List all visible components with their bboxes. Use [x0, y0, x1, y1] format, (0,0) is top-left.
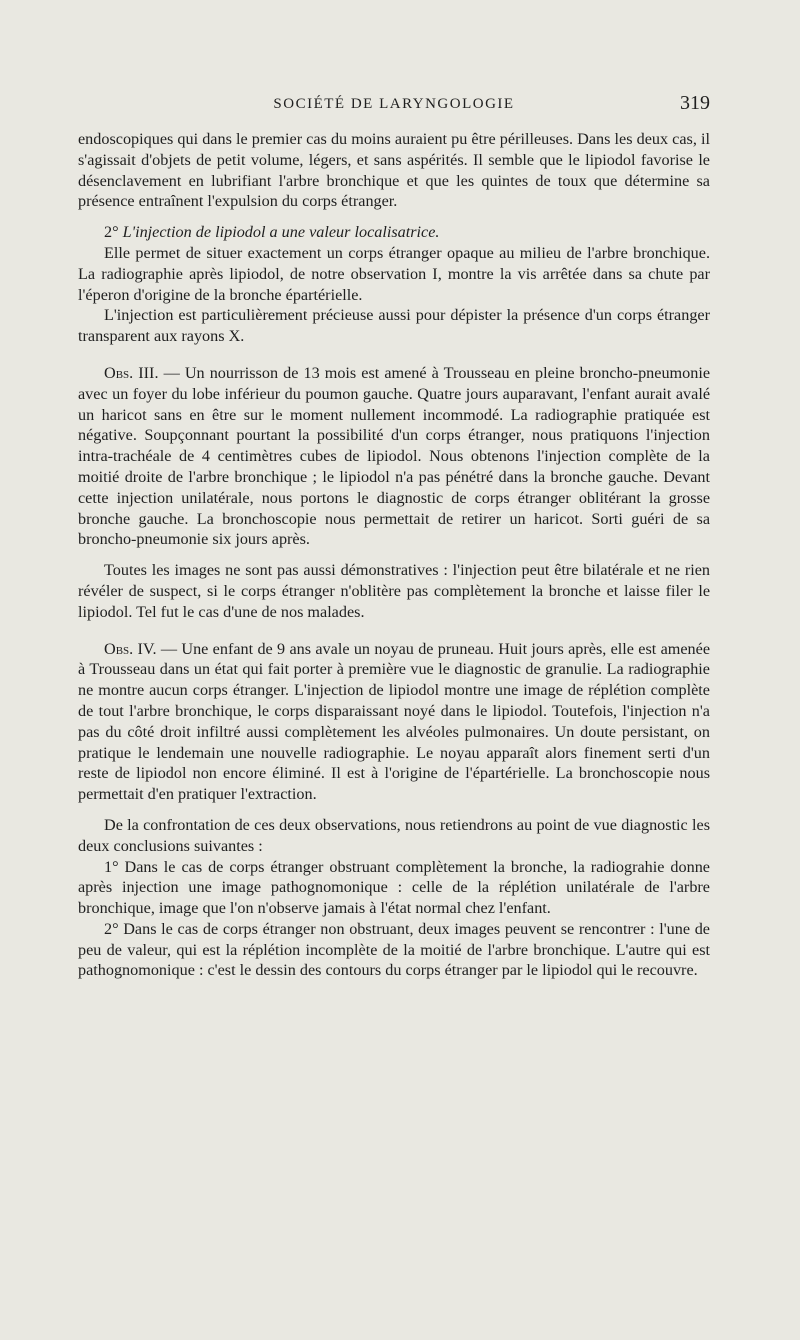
section-title: L'injection de lipiodol a une valeur localisatrice.	[122, 223, 440, 242]
running-title: SOCIÉTÉ DE LARYNGOLOGIE	[273, 96, 515, 112]
observation-label: Obs. IV.	[104, 639, 157, 658]
observation-label: Obs. III.	[104, 363, 159, 382]
page-header	[78, 92, 710, 120]
observation-3	[78, 363, 710, 550]
section-number: 2°	[104, 223, 119, 242]
observation-text: — Une enfant de 9 ans avale un noyau de pruneau. Huit jours après, elle est amenée à Trousseau dans un état qui fait porter à première vue le diagnostic de granulie. La radiographie ne montre aucun corps étranger. L'injection de lipiodol montre une image de réplétion complète de tout l'arbre bronchique, le corps disparaissant noyé dans le lipiodol. Toutefois, l'injection n'a pas du côté droit infiltré aussi complètement les alvéoles pulmonaires. Un doute persistant, on pratique le lendemain une nouvelle radiographie. Le noyau apparaît alors finement serti d'un reste de lipiodol non encore éliminé. Il est à l'origine de l'épartérielle. La bronchoscopie nous permettait d'en pratiquer l'extraction.	[78, 639, 711, 804]
conclusion-2: 2° Dans le cas de corps étranger non obstruant, deux images peuvent se rencontrer : l'une de peu de valeur, qui est la réplétion incomplète de la moitié de l'arbre bronchique. L'autre qui est pathognomonique : c'est le dessin des contours du corps étranger par le lipiodol qui le recouvre.	[78, 919, 710, 980]
paragraph: L'injection est particulièrement précieuse aussi pour dépister la présence d'un corps étranger transparent aux rayons X.	[78, 306, 710, 346]
paragraph: Toutes les images ne sont pas aussi démonstratives : l'injection peut être bilatérale et ne rien révéler de suspect, si le corps étranger n'oblitère pas complètement la bronche et laisse filer le lipiodol. Tel fut le cas d'une de nos malades.	[78, 561, 710, 621]
paragraph-continuation: endoscopiques qui dans le premier cas du moins auraient pu être périlleuses. Dans les deux cas, il s'agissait d'objets de petit volume, légers, et sans aspérités. Il semble que le lipiodol favorise le désenclavement en lubrifiant l'arbre bronchique et que les quintes de toux que détermine sa présence entraînent l'expulsion du corps étranger.	[78, 130, 710, 211]
observation-4	[78, 639, 710, 805]
observation-text: — Un nourrisson de 13 mois est amené à Trousseau en pleine broncho-pneumonie avec un foyer du lobe inférieur du poumon gauche. Quatre jours auparavant, l'enfant aurait avalé un haricot sans en être sur le moment nullement incommodé. La radiographie pratiquée est négative. Soupçonnant pourtant la possibilité d'un corps étranger, nous pratiquons l'injection intra-trachéale de 4 centimètres cubes de lipiodol. Nous obtenons l'injection complète de la moitié droite de l'arbre bronchique ; le lipiodol n'a pas pénétré dans la bronche gauche. Devant cette injection unilatérale, nous portons le diagnostic de corps étranger oblitérant la grosse bronche gauche. La bronchoscopie nous permettait de retirer un haricot. Sorti guéri de sa broncho-pneumonie six jours après.	[78, 363, 711, 549]
body-text	[78, 129, 710, 981]
conclusion-1: 1° Dans le cas de corps étranger obstruant complètement la bronche, la radiograhie donne après injection une image pathognomonique : celle de la réplétion unilatérale de l'arbre bronchique, image que l'on n'observe jamais à l'état normal chez l'enfant.	[78, 857, 710, 918]
paragraph: Elle permet de situer exactement un corps étranger opaque au milieu de l'arbre bronchique. La radiographie après lipiodol, de notre observation I, montre la vis arrêtée dans sa chute par l'éperon d'origine de la bronche épartérielle.	[78, 243, 710, 304]
page-number: 319	[680, 92, 710, 114]
section-heading-2	[78, 222, 710, 243]
paragraph: De la confrontation de ces deux observations, nous retiendrons au point de vue diagnostic les deux conclusions suivantes :	[78, 815, 710, 855]
